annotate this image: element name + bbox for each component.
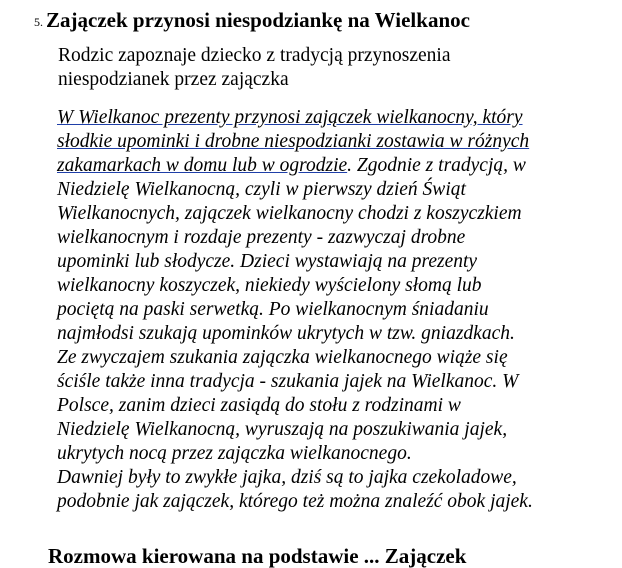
next-section-heading-partial: Rozmowa kierowana na podstawie ... Zajączek [48, 544, 467, 568]
body-line: pociętą na paski serwetką. Po wielkanocnym śniadaniu [57, 299, 489, 320]
hyperlink-text[interactable]: słodkie upominki i drobne niespodzianki zostawia w różnych [57, 131, 530, 152]
body-line: upominki lub słodycze. Dzieci wystawiają na prezenty [57, 251, 478, 272]
body-line: Niedzielę Wielkanocną, czyli w pierwszy dzień Świąt [57, 179, 466, 200]
body-line: ukrytych nocą przez zajączka wielkanocnego. [57, 443, 412, 464]
section-heading [34, 8, 470, 33]
intro-line: niespodzianek przez zajączka [58, 69, 289, 90]
body-line: Wielkanocnych, zajączek wielkanocny chodzi z koszyczkiem [57, 203, 522, 224]
hyperlink-text[interactable]: zakamarkach w domu lub w ogrodzie [57, 155, 348, 176]
intro-paragraph [58, 44, 578, 92]
body-paragraph [57, 106, 617, 514]
section-title: Zajączek przynosi niespodziankę na Wielkanoc [46, 8, 470, 32]
body-line: Polsce, zanim dzieci zasiądą do stołu z rodzinami w [57, 395, 461, 416]
body-line: ściśle także inna tradycja - szukania jajek na Wielkanoc. W [57, 371, 519, 392]
body-line: Niedzielę Wielkanocną, wyruszają na poszukiwania jajek, [57, 419, 508, 440]
body-line: najmłodsi szukają upominków ukrytych w tzw. gniazdkach. [57, 323, 515, 344]
body-line: podobnie jak zajączek, którego też można znaleźć obok jajek. [57, 491, 533, 512]
intro-line: Rodzic zapoznaje dziecko z tradycją przynoszenia [58, 45, 451, 66]
body-line: wielkanocnym i rozdaje prezenty - zazwyczaj drobne [57, 227, 466, 248]
body-line: wielkanocny koszyczek, niekiedy wyścielony słomą lub [57, 275, 482, 296]
body-text: . Zgodnie z tradycją, w [347, 155, 526, 176]
section-number: 5. [34, 15, 43, 29]
body-line: Ze zwyczajem szukania zajączka wielkanocnego wiąże się [57, 347, 508, 368]
body-line: Dawniej były to zwykłe jajka, dziś są to jajka czekoladowe, [57, 467, 517, 488]
hyperlink-text[interactable]: W Wielkanoc prezenty przynosi zajączek wielkanocny, który [57, 107, 523, 128]
